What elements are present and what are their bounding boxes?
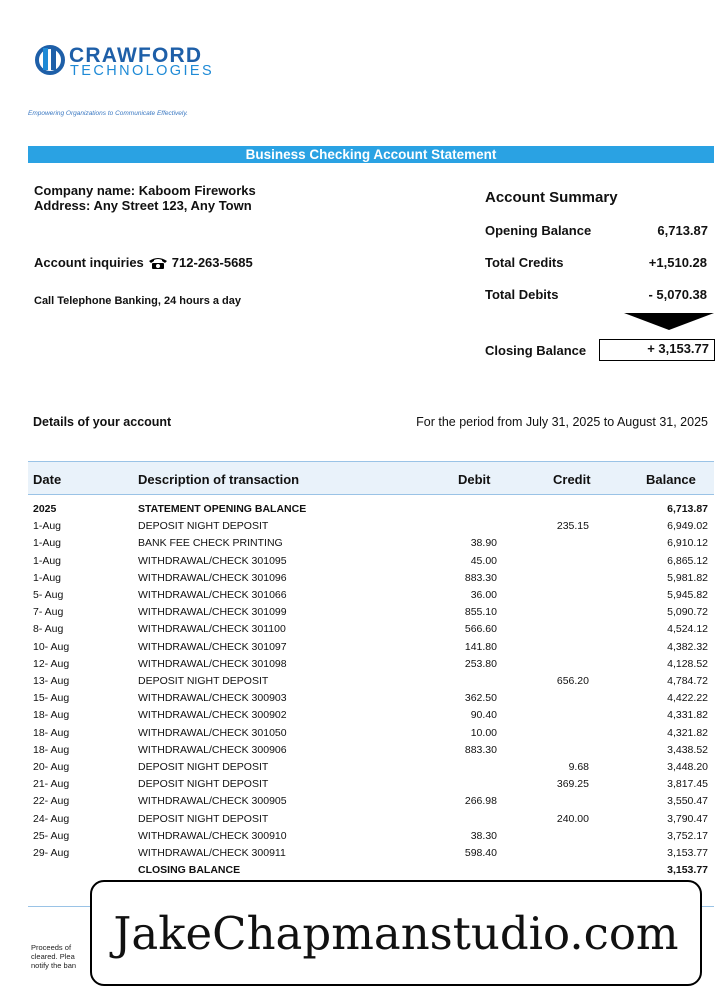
down-arrow-icon [624, 313, 714, 330]
cell-balance: 3,153.77 [667, 847, 708, 859]
header-balance: Balance [646, 472, 696, 487]
cell-debit: 883.30 [464, 743, 497, 756]
crawford-logo-icon [34, 44, 66, 76]
table-row [0, 847, 720, 864]
cell-balance: 6,713.87 [667, 503, 708, 515]
account-summary-title: Account Summary [485, 189, 618, 206]
cell-balance: 4,321.82 [667, 726, 708, 739]
cell-description: WITHDRAWAL/CHECK 300906 [138, 743, 287, 756]
cell-balance: 3,438.52 [667, 743, 708, 756]
cell-balance: 6,949.02 [667, 520, 708, 533]
telephone-banking-note: Call Telephone Banking, 24 hours a day [34, 295, 242, 307]
cell-description: WITHDRAWAL/CHECK 301095 [138, 554, 287, 567]
table-row [0, 623, 720, 640]
cell-description: WITHDRAWAL/CHECK 300910 [138, 829, 287, 842]
cell-balance: 3,752.17 [667, 829, 708, 842]
footer-line: Proceeds of [31, 943, 72, 952]
cell-balance: 6,910.12 [667, 537, 708, 550]
table-row [0, 795, 720, 812]
statement-period: For the period from July 31, 2025 to August 31, 2025 [416, 415, 708, 429]
cell-description: WITHDRAWAL/CHECK 300902 [138, 709, 287, 722]
table-row [0, 520, 720, 537]
cell-description: WITHDRAWAL/CHECK 301097 [138, 640, 287, 653]
cell-debit: 362.50 [464, 692, 497, 705]
cell-debit: 855.10 [464, 606, 497, 619]
cell-balance: 3,817.45 [667, 778, 708, 791]
cell-date: 5- Aug [33, 589, 64, 601]
cell-date: 13- Aug [33, 675, 70, 687]
cell-description: WITHDRAWAL/CHECK 301099 [138, 606, 287, 619]
cell-balance: 4,128.52 [667, 657, 708, 670]
company-name: Company name: Kaboom Fireworks [34, 183, 256, 198]
cell-debit: 36.00 [470, 589, 497, 601]
statement-title: Business Checking Account Statement [28, 146, 714, 163]
cell-description: DEPOSIT NIGHT DEPOSIT [138, 520, 269, 533]
cell-date: 10- Aug [33, 640, 70, 653]
table-row [0, 675, 720, 692]
table-row [0, 606, 720, 623]
cell-debit: 883.30 [464, 571, 497, 584]
company-address: Address: Any Street 123, Any Town [34, 198, 252, 213]
cell-credit: 369.25 [556, 778, 589, 791]
cell-balance: 5,945.82 [667, 589, 708, 601]
table-row [0, 555, 720, 572]
cell-date: 1-Aug [33, 571, 62, 584]
cell-balance: 6,865.12 [667, 554, 708, 567]
table-row [0, 692, 720, 709]
total-debits-label: Total Debits [485, 287, 559, 302]
cell-description: BANK FEE CHECK PRINTING [138, 537, 283, 550]
cell-balance: 4,524.12 [667, 623, 708, 636]
cell-debit: 90.40 [470, 709, 497, 722]
header-description: Description of transaction [138, 472, 300, 487]
cell-date: 24- Aug [33, 812, 70, 825]
cell-credit: 240.00 [556, 812, 589, 825]
cell-debit: 38.30 [470, 829, 497, 842]
total-credits-value: +1,510.28 [648, 255, 707, 270]
cell-date: 8- Aug [33, 623, 64, 636]
cell-description: WITHDRAWAL/CHECK 301096 [138, 571, 287, 584]
phone-number: 712-263-5685 [171, 255, 253, 270]
brand-tagline: Empowering Organizations to Communicate Effectively. [28, 110, 188, 117]
cell-date: 18- Aug [33, 743, 70, 756]
cell-debit: 566.60 [464, 623, 497, 636]
table-row [0, 658, 720, 675]
cell-description: DEPOSIT NIGHT DEPOSIT [138, 812, 269, 825]
table-row [0, 641, 720, 658]
cell-description: CLOSING BALANCE [138, 864, 241, 877]
cell-date: 12- Aug [33, 657, 70, 670]
cell-credit: 656.20 [556, 675, 589, 687]
cell-date: 1-Aug [33, 537, 62, 550]
cell-debit: 10.00 [470, 726, 497, 739]
table-row [0, 813, 720, 830]
cell-balance: 3,550.47 [667, 795, 708, 808]
cell-description: WITHDRAWAL/CHECK 301100 [138, 623, 286, 636]
cell-credit: 9.68 [568, 761, 589, 773]
table-header-rule [28, 494, 714, 495]
cell-balance: 4,331.82 [667, 709, 708, 722]
cell-date: 29- Aug [33, 847, 70, 859]
closing-balance-label: Closing Balance [485, 343, 587, 358]
table-row [0, 761, 720, 778]
table-row [0, 589, 720, 606]
cell-date: 7- Aug [33, 606, 64, 619]
table-row [0, 727, 720, 744]
phone-icon [148, 256, 168, 270]
table-row [0, 503, 720, 520]
cell-date: 25- Aug [33, 829, 70, 842]
cell-balance: 5,090.72 [667, 606, 708, 619]
cell-date: 20- Aug [33, 761, 70, 773]
cell-debit: 598.40 [464, 847, 497, 859]
cell-credit: 235.15 [556, 520, 589, 533]
footer-line: notify the ban [31, 961, 77, 970]
cell-date: 2025 [33, 503, 57, 515]
cell-description: WITHDRAWAL/CHECK 301098 [138, 657, 287, 670]
closing-balance-value: + 3,153.77 [647, 341, 709, 356]
header-date: Date [33, 472, 62, 487]
cell-date: 18- Aug [33, 726, 70, 739]
cell-date: 1-Aug [33, 520, 62, 533]
brand-name: CRAWFORD [69, 44, 203, 67]
table-row [0, 830, 720, 847]
cell-description: WITHDRAWAL/CHECK 300911 [138, 847, 286, 859]
opening-balance-label: Opening Balance [485, 223, 592, 238]
cell-balance: 3,448.20 [667, 761, 708, 773]
cell-date: 1-Aug [33, 554, 62, 567]
cell-description: WITHDRAWAL/CHECK 301050 [138, 726, 287, 739]
opening-balance-value: 6,713.87 [657, 223, 708, 238]
cell-description: DEPOSIT NIGHT DEPOSIT [138, 778, 269, 791]
cell-description: DEPOSIT NIGHT DEPOSIT [138, 675, 269, 687]
customer-info [34, 183, 256, 213]
cell-balance: 4,784.72 [667, 675, 708, 687]
header-credit: Credit [553, 472, 591, 487]
table-row [0, 864, 720, 881]
cell-balance: 4,422.22 [667, 692, 708, 705]
cell-description: WITHDRAWAL/CHECK 300903 [138, 692, 287, 705]
details-label: Details of your account [33, 415, 172, 429]
cell-date: 15- Aug [33, 692, 70, 705]
table-header-row [28, 462, 714, 494]
table-row [0, 744, 720, 761]
cell-balance: 5,981.82 [667, 571, 708, 584]
cell-balance: 3,790.47 [667, 812, 708, 825]
cell-description: DEPOSIT NIGHT DEPOSIT [138, 761, 269, 773]
table-row [0, 572, 720, 589]
cell-date: 22- Aug [33, 795, 70, 808]
cell-debit: 141.80 [464, 640, 497, 653]
account-inquiries [34, 255, 253, 270]
cell-description: STATEMENT OPENING BALANCE [138, 503, 307, 515]
cell-debit: 253.80 [464, 657, 497, 670]
cell-debit: 38.90 [470, 537, 497, 550]
cell-date: 18- Aug [33, 709, 70, 722]
table-row [0, 709, 720, 726]
cell-debit: 45.00 [470, 554, 497, 567]
cell-balance: 3,153.77 [667, 864, 708, 877]
cell-debit: 266.98 [464, 795, 497, 808]
total-debits-value: - 5,070.38 [648, 287, 707, 302]
cell-description: WITHDRAWAL/CHECK 300905 [138, 795, 287, 808]
footer-line: cleared. Plea [31, 952, 75, 961]
cell-date: 21- Aug [33, 778, 70, 791]
table-row [0, 537, 720, 554]
watermark-banner: JakeChapmanstudio.com [90, 880, 702, 986]
table-row [0, 778, 720, 795]
brand-subname: TECHNOLOGIES [70, 63, 215, 79]
inquiries-label: Account inquiries [34, 255, 144, 270]
cell-balance: 4,382.32 [667, 640, 708, 653]
header-debit: Debit [458, 472, 491, 487]
cell-description: WITHDRAWAL/CHECK 301066 [138, 589, 287, 601]
total-credits-label: Total Credits [485, 255, 564, 270]
